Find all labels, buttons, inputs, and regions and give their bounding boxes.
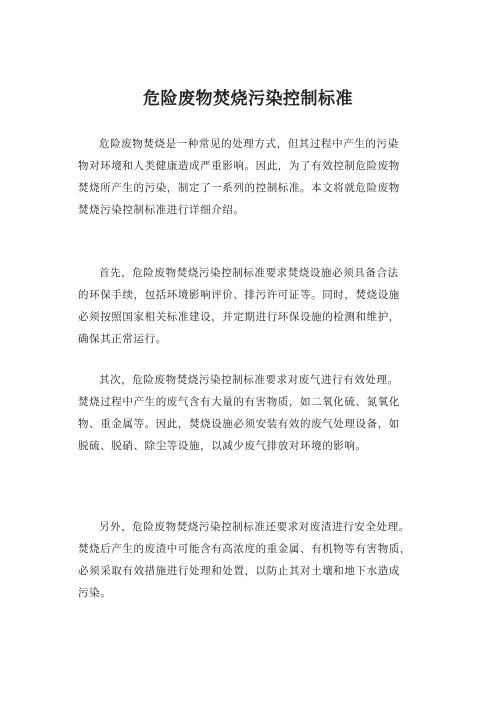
paragraph-line: 确保其正常运行。 bbox=[78, 333, 167, 345]
paragraph-line: 脱硫、脱硝、除尘等设施，以减少废气排放对环境的影响。 bbox=[78, 440, 367, 452]
paragraph-line: 物、重金属等。因此，焚烧设施必须安装有效的废气处理设备，如 bbox=[78, 418, 400, 430]
paragraph-line: 焚烧过程中产生的废气含有大量的有害物质，如二氧化硫、氮氧化 bbox=[78, 396, 400, 408]
paragraph-line: 物对环境和人类健康造成严重影响。因此，为了有效控制危险废物 bbox=[78, 160, 400, 172]
paragraph-line: 另外，危险废物焚烧污染控制标准还要求对废渣进行安全处理。 bbox=[99, 521, 410, 533]
paragraph-line: 其次，危险废物焚烧污染控制标准要求对废气进行有效处理。 bbox=[99, 374, 399, 386]
paragraph-line: 首先，危险废物焚烧污染控制标准要求焚烧设施必须具备合法 bbox=[99, 267, 399, 279]
paragraph-line: 污染。 bbox=[78, 587, 112, 599]
paragraph-line: 焚烧后产生的废渣中可能含有高浓度的重金属、有机物等有害物质， bbox=[78, 543, 411, 555]
paragraph-line: 必须采取有效措施进行处理和处置，以防止其对土壤和地下水造成 bbox=[78, 565, 400, 577]
paragraph-4 bbox=[78, 516, 468, 604]
paragraph-line: 焚烧所产生的污染，制定了一系列的控制标准。本文将就危险废物 bbox=[78, 182, 400, 194]
paragraph-line: 焚烧污染控制标准进行详细介绍。 bbox=[78, 204, 245, 216]
paragraph-line: 危险废物焚烧是一种常见的处理方式，但其过程中产生的污染 bbox=[99, 138, 399, 150]
document-title: 危险废物焚烧污染控制标准 bbox=[143, 89, 353, 109]
paragraph-2 bbox=[78, 262, 468, 350]
paragraph-1 bbox=[78, 133, 468, 221]
paragraph-line: 的环保手续，包括环境影响评价、排污许可证等。同时，焚烧设施 bbox=[78, 289, 400, 301]
paragraph-line: 必须按照国家相关标准建设，并定期进行环保设施的检测和维护， bbox=[78, 311, 400, 323]
paragraph-3 bbox=[78, 369, 468, 457]
